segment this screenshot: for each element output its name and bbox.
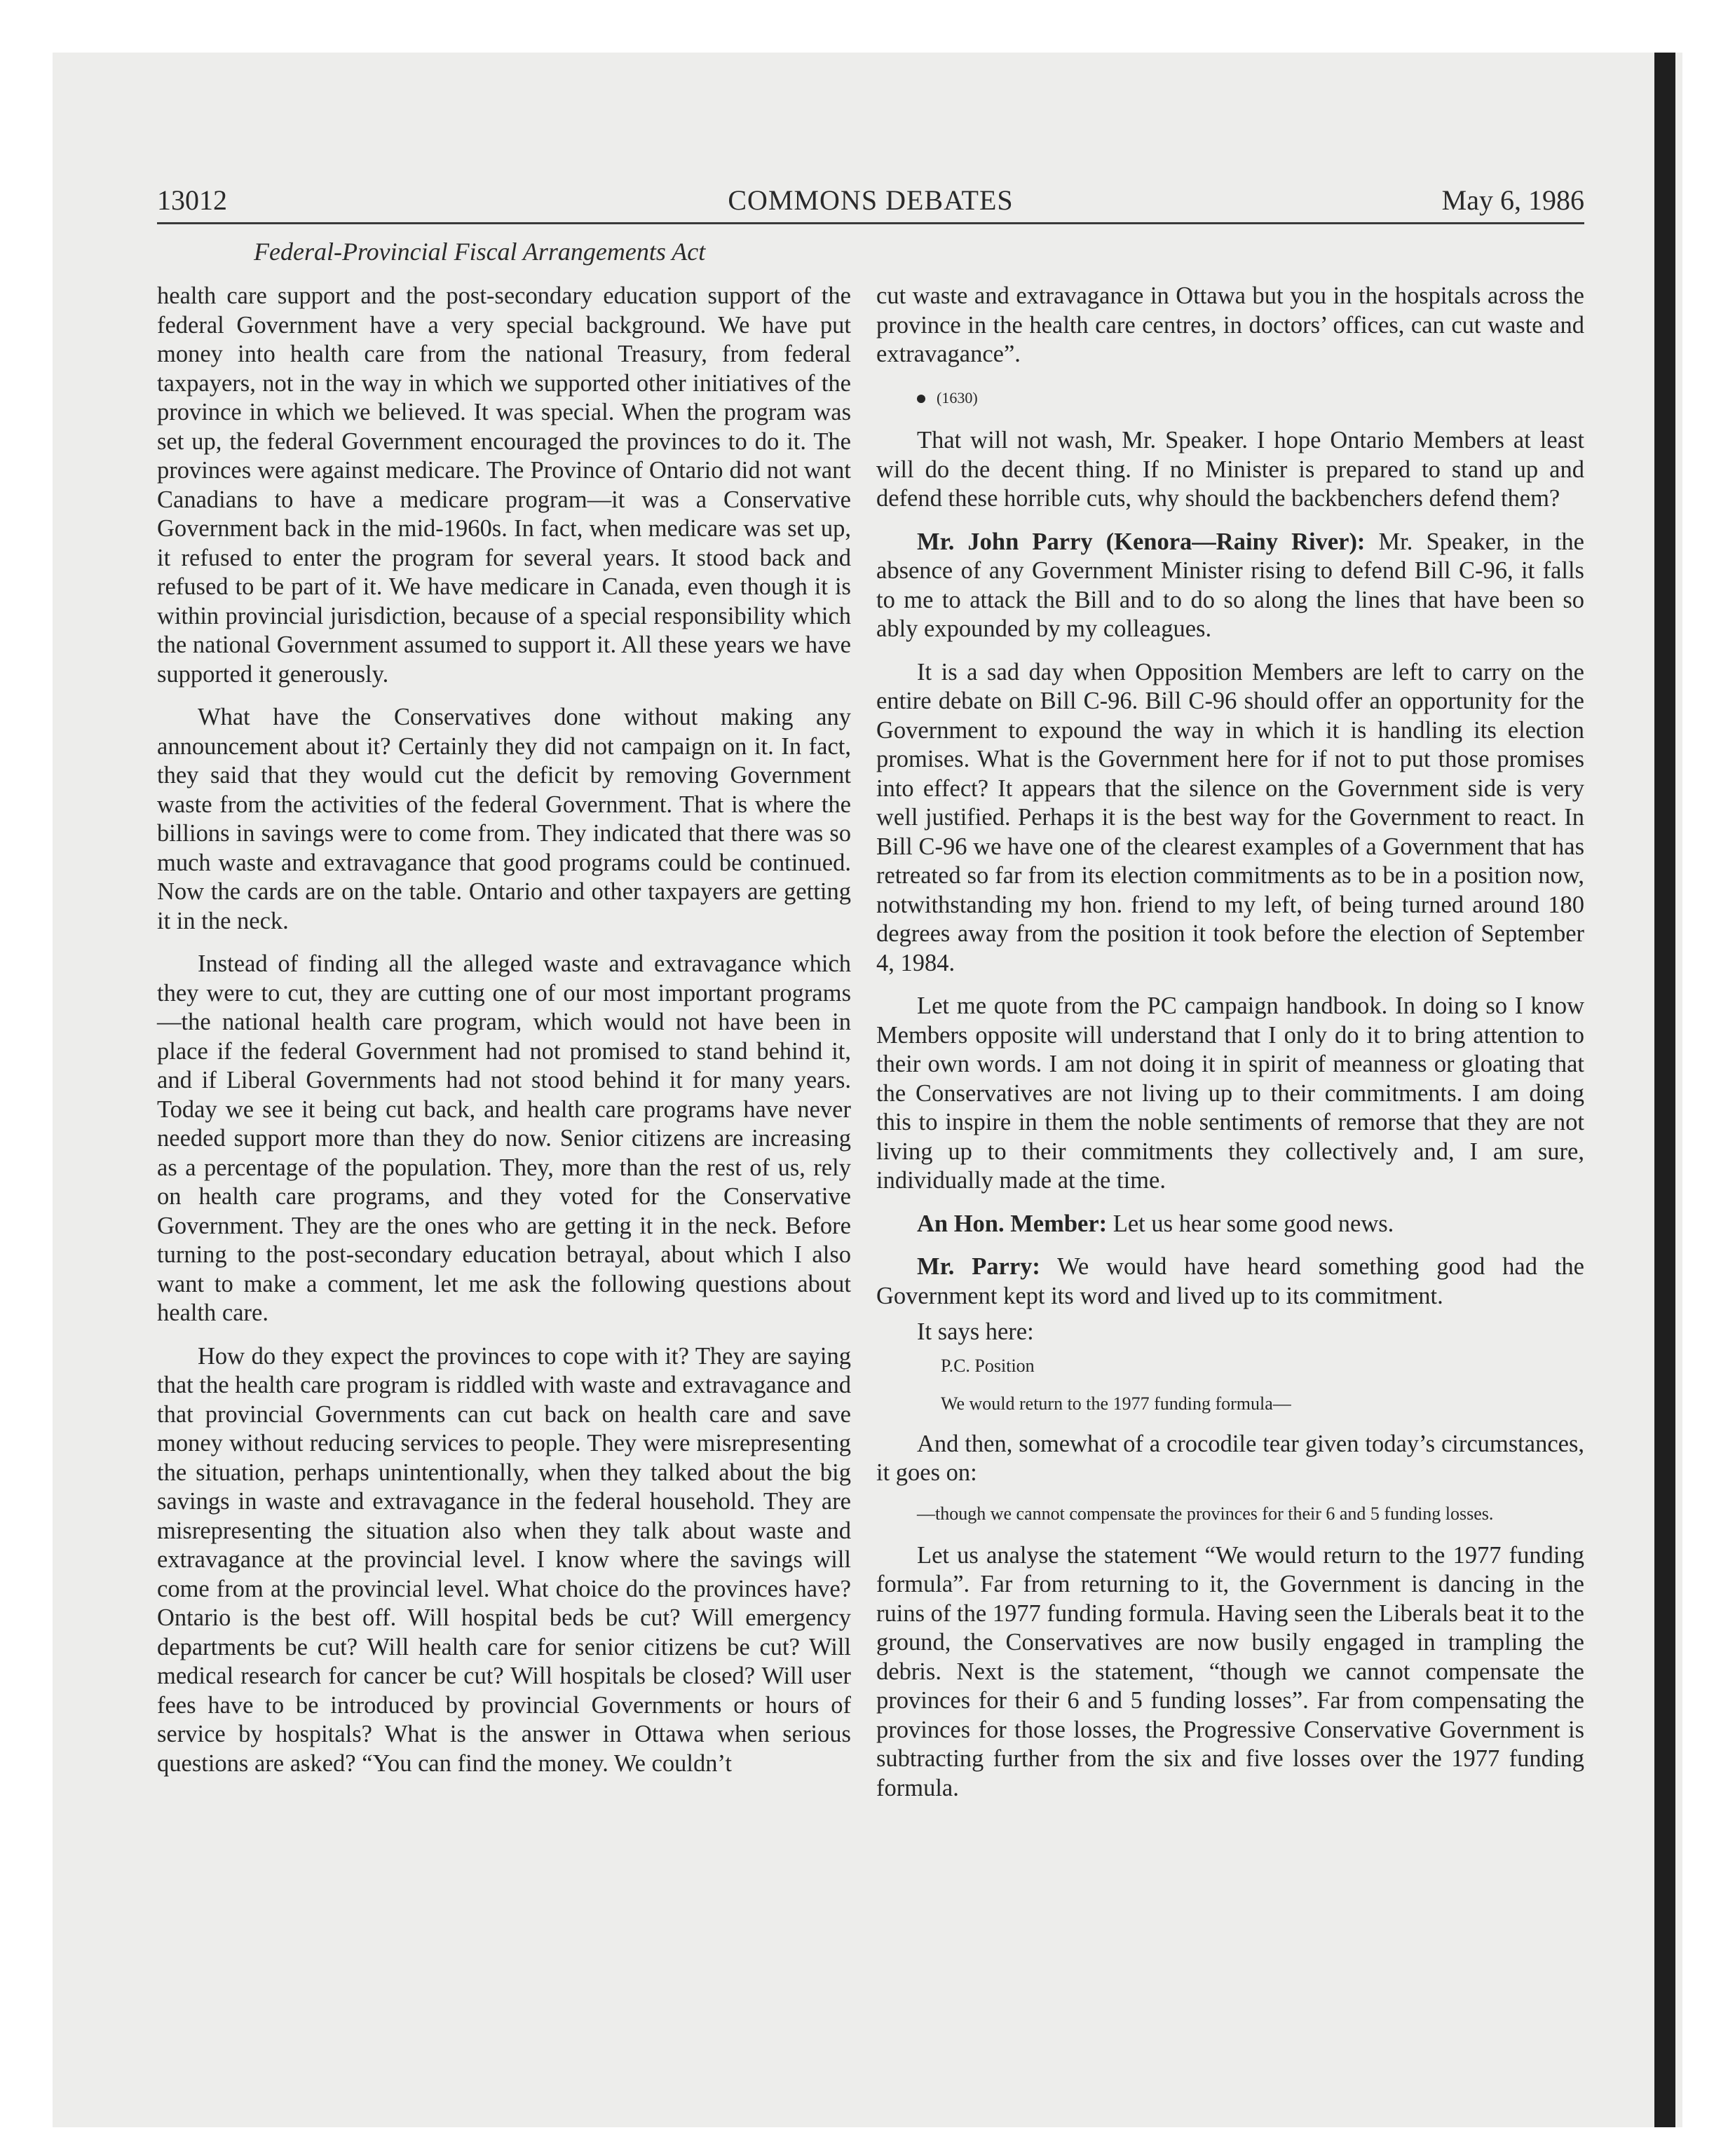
speech-paragraph — [876, 1210, 1584, 1239]
page-date: May 6, 1986 — [1441, 184, 1584, 216]
paragraph: It is a sad day when Opposition Members are left to carry on the entire debate on Bill C-96. Bill C-96 should offer an opportunity for the Government to expound the way in which it is handling its election promises. What is the Government here for if not to put those promises into effect? It appears that the silence on the Government side is very well justified. Perhaps it is the best way for the Government to react. In Bill C-96 we have one of the clearest examples of a Government that has retreated so far from its election commitments as to be in a position now, notwithstanding my hon. friend to my left, of being turned around 180 degrees away from the position it took before the election of September 4, 1984. — [876, 658, 1584, 976]
time-marker — [876, 383, 1584, 413]
quote-line: We would return to the 1977 funding formula— — [941, 1393, 1291, 1414]
speech-text: Mr. Speaker, in the absence of any Government Minister rising to defend Bill C-96, it falls to me to attack the Bill and to do so along the lines that have been so ably expounded by my colleagues. — [876, 528, 1584, 642]
scan-edge-shadow — [1654, 53, 1675, 2127]
paragraph: Instead of finding all the alleged waste and extravagance which they were to cut, they are cutting one of our most important programs—the national health care program, which would not have been in place if the federal Government had not promised to stand behind it, and if Liberal Governments had not stood behind it for many years. Today we see it being cut back, and health care programs have never needed support more than they do now. Senior citizens are increasing as a percentage of the population. They, more than the rest of us, rely on health care programs, and they voted for the Conservative Government. They are the ones who are getting it in the neck. Before turning to the post-secondary education betrayal, about which I also want to make a comment, let me ask the following questions about health care. — [157, 950, 851, 1326]
paragraph: What have the Conservatives done without making any announcement about it? Certainly they did not campaign on it. In fact, they said that they would cut the deficit by removing Government waste from the activities of the federal Government. That is where the billions in savings were to come from. They indicated that there was so much waste and extravagance that good programs could be continued. Now the cards are on the table. Ontario and other taxpayers are getting it in the neck. — [157, 704, 851, 934]
publication-title: COMMONS DEBATES — [728, 184, 1014, 216]
paragraph: And then, somewhat of a crocodile tear given today’s circumstances, it goes on: — [876, 1430, 1584, 1486]
speech-paragraph — [876, 1253, 1584, 1311]
speech-text: We would have heard something good had the Government kept its word and lived up to its commitment. — [876, 1253, 1584, 1309]
running-title: Federal-Provincial Fiscal Arrangements Act — [254, 238, 706, 266]
speaker-name: Mr. Parry: — [917, 1253, 1040, 1280]
paragraph: cut waste and extravagance in Ottawa but you in the hospitals across the province in the health care centres, in doctors’ offices, can cut waste and extravagance”. — [876, 282, 1584, 367]
right-column — [876, 282, 1584, 1817]
speaker-name: Mr. John Parry (Kenora—Rainy River): — [917, 528, 1366, 555]
paragraph: Let me quote from the PC campaign handbook. In doing so I know Members opposite will understand that I only do it to bring attention to their own words. I am not doing it in spirit of meanness or gloating that the Conservatives are not living up to their commitments. I am doing this to inspire in them the noble sentiments of remorse that they are not living up to their commitments they collectively and, I am sure, individually made at the time. — [876, 992, 1584, 1194]
paragraph: That will not wash, Mr. Speaker. I hope Ontario Members at least will do the decent thing. If no Minister is prepared to stand up and defend these horrible cuts, why should the backbenchers defend them? — [876, 427, 1584, 512]
quote-line: —though we cannot compensate the provinces for their 6 and 5 funding losses. — [917, 1503, 1494, 1524]
time-marker-text: (1630) — [937, 388, 978, 407]
header-rule — [157, 222, 1584, 224]
speech-text: Let us hear some good news. — [1107, 1210, 1394, 1237]
speech-paragraph — [876, 528, 1584, 644]
quote-line: P.C. Position — [941, 1355, 1035, 1376]
page-header — [157, 184, 1584, 223]
page-number: 13012 — [157, 184, 227, 216]
bullet-icon — [917, 395, 925, 403]
paragraph: It says here: — [917, 1318, 1034, 1345]
left-column — [157, 282, 851, 1792]
speaker-name: An Hon. Member: — [917, 1210, 1108, 1237]
paragraph: Let us analyse the statement “We would return to the 1977 funding formula”. Far from returning to it, the Government is dancing in the ruins of the 1977 funding formula. Having seen the Liberals beat it to the ground, the Conservatives are now busily engaged in trampling the debris. Next is the statement, “though we cannot compensate the provinces for their 6 and 5 funding losses”. Far from compensating the provinces for those losses, the Progressive Conservative Government is subtracting further from the six and five losses over the 1977 funding formula. — [876, 1541, 1584, 1801]
paragraph: health care support and the post-secondary education support of the federal Government have a very special background. We have put money into health care from the national Treasury, from federal taxpayers, not in the way in which we supported other initiatives of the province in which we believed. It was special. When the program was set up, the federal Government encouraged the provinces to do it. The provinces were against medicare. The Province of Ontario did not want Canadians to have a medicare program—it was a Conservative Government back in the mid-1960s. In fact, when medicare was set up, it refused to enter the program for several years. It stood back and refused to be part of it. We have medicare in Canada, even though it is within provincial jurisdiction, because of a special responsibility which the national Government assumed to support it. All these years we have supported it generously. — [157, 282, 851, 688]
paragraph: How do they expect the provinces to cope with it? They are saying that the health care program is riddled with waste and extravagance and that provincial Governments can cut back on health care and save money without reducing services to people. They were misrepresenting the situation, perhaps unintentionally, when they talked about the big savings in waste and extravagance in the federal household. They are misrepresenting the situation also when they talk about waste and extravagance at the provincial level. I know where the savings will come from at the provincial level. What choice do the provinces have? Ontario is the best off. Will hospital beds be cut? Will emergency departments be cut? Will health care for senior citizens be cut? Will medical research for cancer be cut? Will hospitals be closed? Will user fees have to be introduced by provincial Governments or hours of service by hospitals? What is the answer in Ottawa when serious questions are asked? “You can find the money. We couldn’t — [157, 1342, 851, 1777]
